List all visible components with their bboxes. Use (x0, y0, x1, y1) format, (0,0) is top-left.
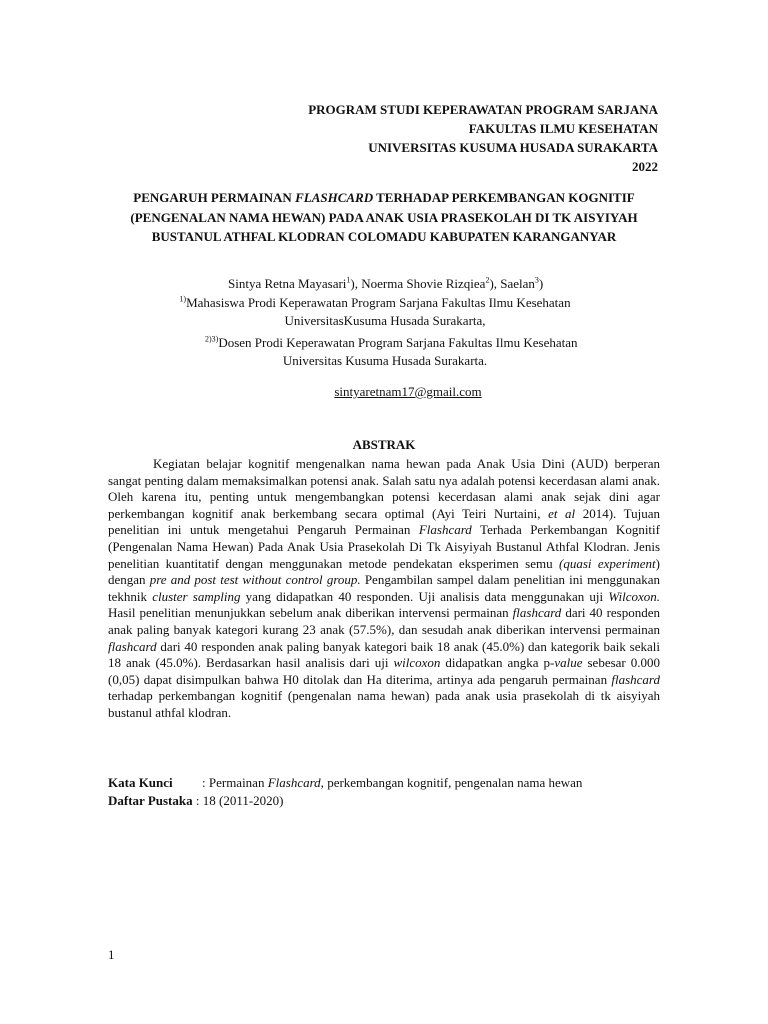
abstract-paragraph: Kegiatan belajar kognitif mengenalkan nama hewan pada Anak Usia Dini (AUD) berperan sangat penting dalam memaksimalkan potensi anak. Salah satu nya adalah potensi kecerdasan alami anak. Oleh karena itu, penting untuk mengembangkan potensi kecerdasan alami anak sejak dini agar perkembangan kognitif anak berkembang secara optimal (Ayi Teiri Nurtaini, et al 2014). Tujuan penelitian ini untuk mengetahui Pengaruh Permainan Flashcard Terhada Perkembangan Kognitif (Pengenalan Nama Hewan) Pada Anak Usia Prasekolah Di Tk Aisyiyah Bustanul Athfal Klodran. Jenis penelitian kuantitatif dengan menggunakan metode pendekatan eksperimen semu (quasi experiment) dengan pre and post test without control group. Pengambilan sampel dalam penelitian ini menggunakan tekhnik cluster sampling yang didapatkan 40 responden. Uji analisis data menggunakan uji Wilcoxon. Hasil penelitian menunjukkan sebelum anak diberikan intervensi permainan flashcard dari 40 responden anak paling banyak kategori kurang 23 anak (57.5%), dan sesudah anak diberikan intervensi permainan flashcard dari 40 responden anak paling banyak kategori baik 18 anak (45.0%) dan kategorik baik sekali 18 anak (45.0%). Berdasarkan hasil analisis dari uji wilcoxon didapatkan angka p-value sebesar 0.000 (0,05) dapat disimpulkan bahwa H0 ditolak dan Ha diterima, artinya ada pengaruh permainan flashcard terhadap perkembangan kognitif (pengenalan nama hewan) pada anak usia prasekolah di tk aisyiyah bustanul athfal klodran. (108, 456, 660, 720)
affiliation-1-university: UniversitasKusuma Husada Surakarta, (284, 313, 486, 328)
keywords-row: Kata Kunci : Permainan Flashcard, perkembangan kognitif, pengenalan nama hewan (108, 775, 583, 790)
keywords-block (108, 774, 668, 810)
abstract-heading: ABSTRAK (352, 437, 416, 452)
affiliation-2-university: Universitas Kusuma Husada Surakarta. (282, 353, 488, 368)
author-names: Sintya Retna Mayasari$^1$), Noerma Shovie Rizqiea$^2$), Saelan$^3$) (228, 275, 544, 291)
title-italic-term: FLASHCARD (295, 190, 374, 205)
header-faculty: FAKULTAS ILMU KESEHATAN (468, 121, 658, 136)
email-link[interactable]: sintyaretnam17@gmail.com (334, 384, 482, 399)
affiliation-1: $^{1)}$Mahasiswa Prodi Keperawatan Program Sarjana Fakultas Ilmu Kesehatan (179, 294, 571, 310)
affiliation-2: $^{2)3)}$Dosen Prodi Keperawatan Program Sarjana Fakultas Ilmu Kesehatan (205, 334, 578, 350)
title-text-start: PENGARUH PERMAINAN (133, 190, 296, 205)
paper-title (100, 188, 668, 247)
institution-header (308, 100, 658, 176)
title-text-end: TERHADAP PERKEMBANGAN KOGNITIF (PENGENALAN NAMA HEWAN) PADA ANAK USIA PRASEKOLAH DI TK AISYIYAH BUSTANUL ATHFAL KLODRAN COLOMADU KABUPATEN KARANGANYAR (130, 190, 638, 244)
author-block (150, 275, 620, 371)
header-year: 2022 (632, 159, 658, 174)
header-program: PROGRAM STUDI KEPERAWATAN PROGRAM SARJANA (308, 102, 658, 117)
references-label: Daftar Pustaka (108, 793, 193, 808)
page-number: 1 (108, 947, 115, 962)
author-email[interactable] (0, 384, 768, 400)
keywords-label: Kata Kunci (108, 775, 173, 790)
abstract-body (108, 456, 660, 722)
references-row: Daftar Pustaka : 18 (2011-2020) (108, 793, 284, 808)
header-university: UNIVERSITAS KUSUMA HUSADA SURAKARTA (368, 140, 658, 155)
